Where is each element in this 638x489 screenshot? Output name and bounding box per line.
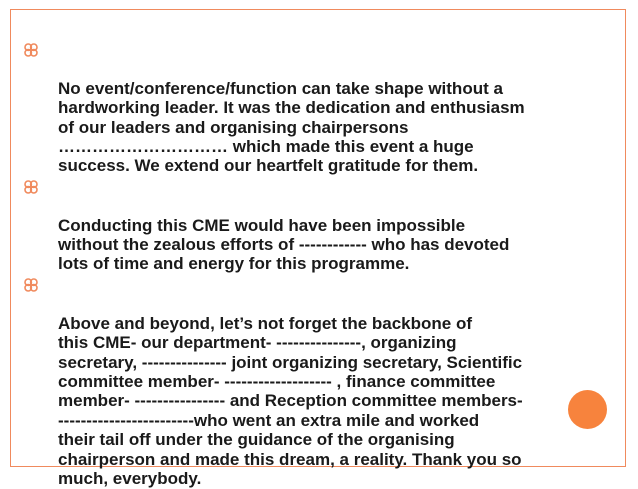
bullet-item-2: [24, 177, 604, 274]
bullet-text: Above and beyond, let’s not forget the backbone of this CME- our department- ---------------, organizing secretary, --------------- joint organizing secretary, Scientific committee member- ------------------- , finance committee member- ---------------- and Reception committee members- ------------------------who went an extra mile and worked their tail off under the guidance of the organising chairperson and made this dream, a reality. Thank you so much, everybody.: [58, 313, 523, 488]
bullet-item-1: [24, 40, 604, 176]
four-petal-flower-icon: [24, 278, 38, 292]
bullet-text: Conducting this CME would have been impossible without the zealous efforts of ------------ who has devoted lots of time and energy for this programme.: [58, 215, 510, 274]
bullet-list: [24, 40, 604, 489]
four-petal-flower-icon: [24, 43, 38, 57]
decorative-dot: [568, 390, 607, 429]
four-petal-flower-icon: [24, 180, 38, 194]
bullet-text: No event/conference/function can take shape without a hardworking leader. It was the dedication and enthusiasm of our leaders and organising chairpersons ………………………… which made this event a huge success. We extend our heartfelt gratitude for them.: [58, 78, 525, 176]
bullet-item-3: [24, 275, 604, 488]
